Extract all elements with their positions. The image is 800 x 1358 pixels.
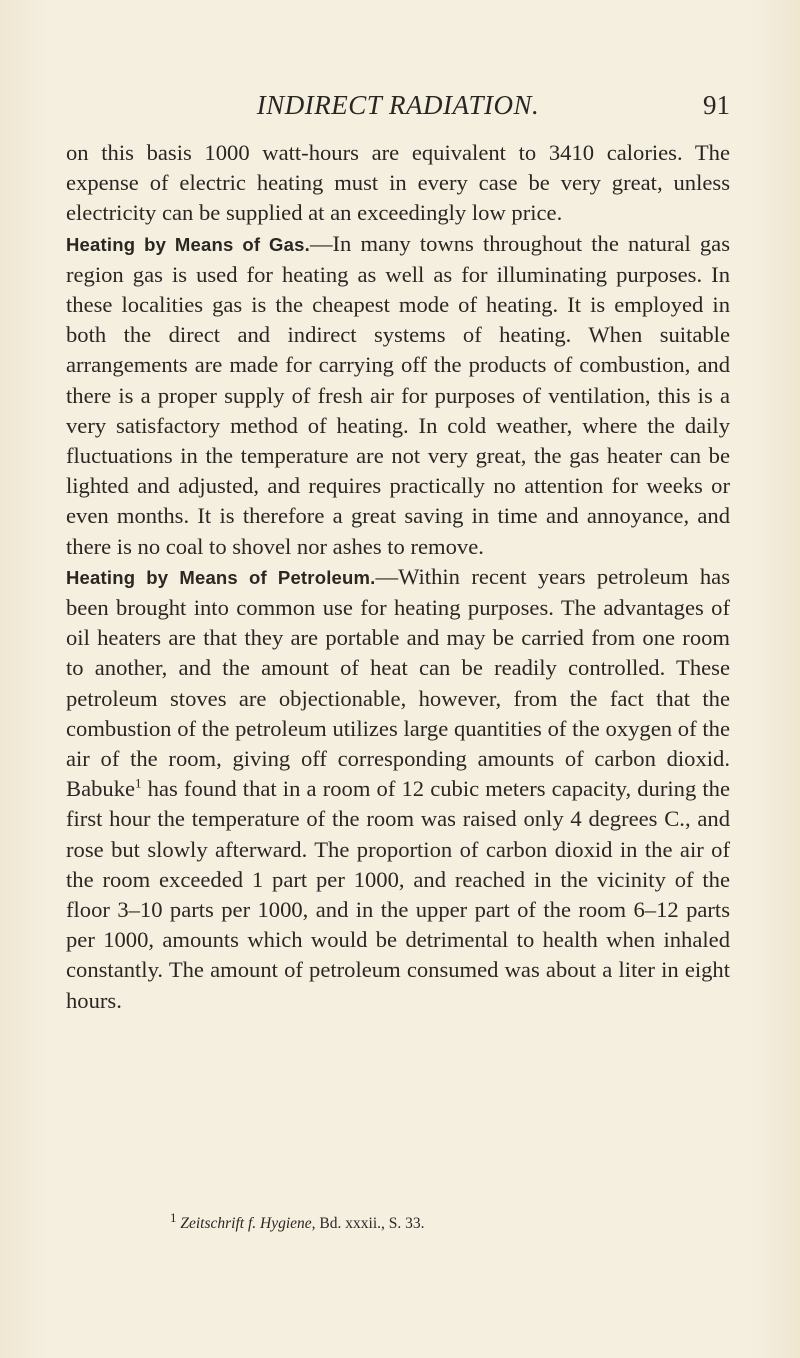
paragraph-text-continued: has found that in a room of 12 cubic meters capacity, during the first hour the temperature of the room was raised only 4 degrees C., and rose but slowly afterward. The proportion of carbon dioxid in the air of the room exceeded 1 part per 1000, and reached in the vicinity of the floor 3–10 parts per 1000, and in the upper part of the room 6–12 parts per 1000, amounts which would be detrimental to health when inhaled constantly. The amount of petroleum consumed was about a liter in eight hours. (66, 776, 730, 1013)
footnote (170, 1209, 730, 1233)
paragraph-text: —In many towns throughout the natural gas region gas is used for heating as well as for illuminating purposes. In these localities gas is the cheapest mode of heating. It is employed in both the direct and indirect systems of heating. When suitable arrangements are made for carrying off the products of combustion, and there is a proper supply of fresh air for purposes of ventilation, this is a very satisfactory method of heating. In cold weather, where the daily fluctuations in the temperature are not very great, the gas heater can be lighted and adjusted, and requires practically no attention for weeks or even months. It is therefore a great saving in time and annoyance, and there is no coal to shovel nor ashes to remove. (66, 230, 731, 559)
paragraph-gas (66, 229, 730, 562)
section-heading-gas: Heating by Means of Gas. (66, 233, 310, 255)
footnote-reference: 1 (135, 775, 142, 791)
body-text (66, 138, 730, 1016)
paragraph-text: on this basis 1000 watt-hours are equivalent to 3410 calories. The expense of electric heating must in every case be very great, unless electricity can be supplied at an exceedingly low price. (66, 140, 730, 226)
paragraph-text: —Within recent years petroleum has been brought into common use for heating purposes. The advantages of oil heaters are that they are portable and may be carried from one room to another, and the amount of heat can be readily controlled. These petroleum stoves are objectionable, however, from the fact that the combustion of the petroleum utilizes large quantities of the oxygen of the air of the room, giving off corresponding amounts of carbon dioxid. Babuke (66, 563, 730, 802)
page-number: 91 (703, 90, 730, 120)
paragraph-1 (66, 138, 730, 229)
footnote-source: Zeitschrift f. Hygiene, (180, 1215, 316, 1232)
page-header (66, 90, 730, 130)
running-head: INDIRECT RADIATION. (256, 90, 540, 120)
footnote-citation: Bd. xxxii., S. 33. (315, 1215, 425, 1232)
footnote-marker: 1 (170, 1209, 177, 1225)
section-heading-petroleum: Heating by Means of Petroleum. (66, 566, 376, 588)
paragraph-petroleum (66, 562, 730, 1016)
